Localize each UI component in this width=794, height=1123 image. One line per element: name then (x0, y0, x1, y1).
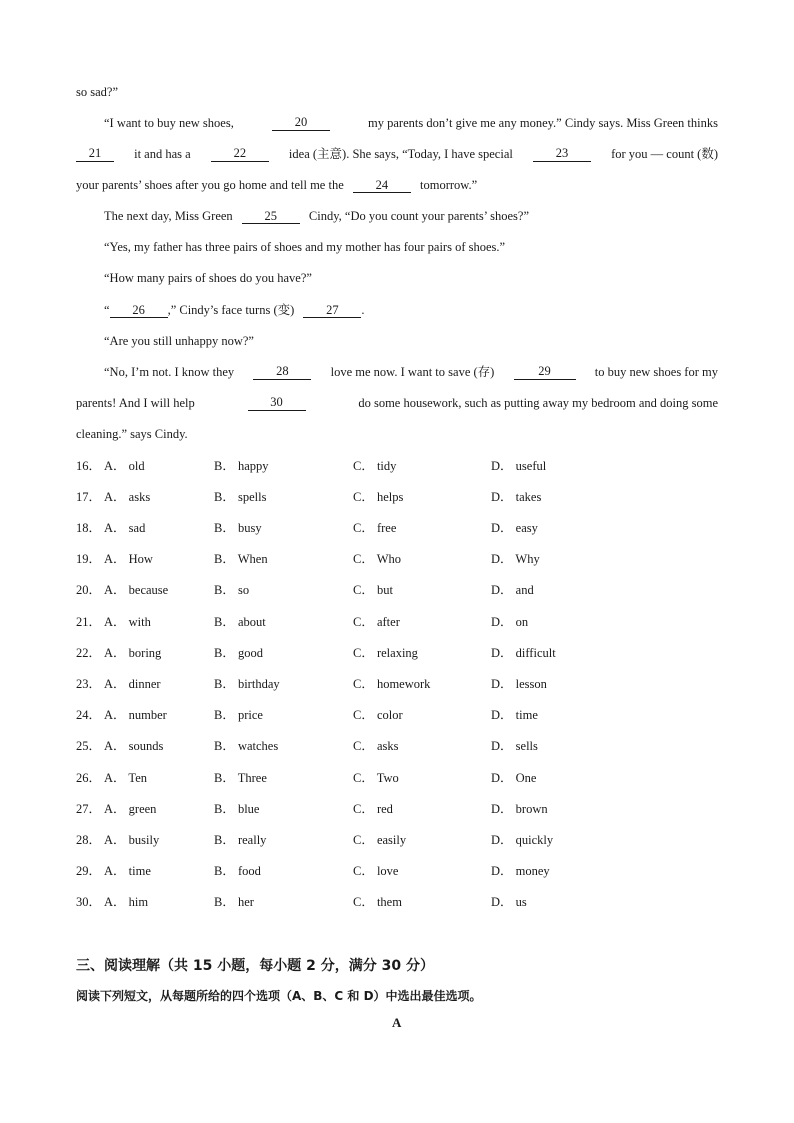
option-a: A． sounds (104, 739, 164, 753)
passage-line-9: “Are you still unhappy now?” (104, 334, 254, 348)
section-title: 三、阅读理解（共 15 小题，每小题 2 分，满分 30 分） (76, 958, 434, 974)
option-a: A． because (104, 583, 169, 597)
option-c: C． but (353, 583, 393, 597)
option-d: D． takes (491, 490, 542, 504)
blank-24: 24 (353, 178, 411, 193)
option-c: C． Who (353, 552, 402, 566)
option-c: C． asks (353, 739, 399, 753)
option-d: D． lesson (491, 677, 547, 691)
blank-21: 21 (76, 146, 114, 162)
option-d: D． money (491, 864, 550, 878)
option-c: C． relaxing (353, 646, 418, 660)
blank-25: 25 (242, 209, 300, 224)
option-d: D． quickly (491, 833, 554, 847)
blank-28: 28 (253, 364, 311, 380)
passage-line-1: so sad?” (76, 85, 118, 99)
option-a: A． old (104, 459, 145, 473)
option-b: B． When (214, 552, 268, 566)
passage-line-5: The next day, Miss Green 25 Cindy, “Do you count your parents’ shoes?” (104, 209, 530, 223)
blank-26: 26 (110, 303, 168, 318)
option-c: C． color (353, 708, 403, 722)
option-a: A． How (104, 552, 153, 566)
option-a: A． asks (104, 490, 151, 504)
option-b: B． about (214, 615, 266, 629)
blank-20: 20 (272, 115, 330, 131)
option-d: D． us (491, 895, 527, 909)
option-b: B． price (214, 708, 263, 722)
option-b: B． really (214, 833, 267, 847)
exam-page: so sad?” “I want to buy new shoes, 20 my parents don’t give me any money.” Cindy says. Miss Green thinks 21 it and has a 22 idea (主意). She says, “Today, I have special 23 for you — count (数) your parents’ shoes after you go home and tell me the 24 tomorrow.” The next day, Miss Green 25 Cindy, “Do you count your parents’ shoes?” “Yes, my father has three pairs of shoes and my mother has four pairs of shoes.” “How many pairs of shoes do you have?” “ 26 ,” Cindy’s face turns (变) 27 . “Are you still unhappy now?” “No, I’m not. I know they 28 love me now. I want to save (存) 29 to buy new shoes for my parents! And I will help 30 do some housework, such as putting away my bedroom and doing some cleaning.” says Cindy. 16． A． old B． happy C． tidy D． useful 17． A． asks B． spells C． helps D． takes 18． A． sad B． busy C． free D． easy 19． A． How B． When C． Who D． Why 20． A． because B． so C． but D． and 21． A． with B． about C． after D． on 22． A． boring B． good C． relaxing D． difficult 23． A． dinner B． birthday C． homework D． lesson 24． A． number B． price C． color D． time 25． A． sounds B． watches C． asks D． sells 26． A． Ten B． Three C． Two D． One 27． A． green B． blue C． red D． brown 28． A． busily B． really C． easily D． quickly 29． A． time B． food C． love D． money 30． A． him B． her C． them D． us 三、阅读理解（共 15 小题，每小题 2 分，满分 30 分） 阅读下列短文，从每题所给的四个选项（A、B、C 和 D）中选出最佳选项。 A (76, 85, 718, 1030)
passage-line-6: “Yes, my father has three pairs of shoes and my mother has four pairs of shoes.” (104, 240, 506, 254)
passage-line-11: parents! And I will help 30 do some housework, such as putting away my bedroom and doing some (76, 395, 718, 410)
passage-line-3: 21 it and has a 22 idea (主意). She says, “Today, I have special 23 for you — count (数) (76, 146, 718, 162)
option-a: A． him (104, 895, 149, 909)
option-b: B． happy (214, 459, 269, 473)
option-c: C． easily (353, 833, 407, 847)
option-d: D． easy (491, 521, 538, 535)
option-c: C． free (353, 521, 397, 535)
blank-27: 27 (303, 303, 361, 318)
option-d: D． time (491, 708, 538, 722)
passage-line-10: “No, I’m not. I know they 28 love me now. I want to save (存) 29 to buy new shoes for my (104, 364, 718, 379)
option-a: A． dinner (104, 677, 161, 691)
option-a: A． number (104, 708, 167, 722)
option-d: D． useful (491, 459, 547, 473)
passage-line-12: cleaning.” says Cindy. (76, 427, 188, 441)
option-c: C． homework (353, 677, 431, 691)
option-c: C． Two (353, 771, 399, 785)
option-b: B． busy (214, 521, 262, 535)
option-d: D． brown (491, 802, 548, 816)
option-b: B． blue (214, 802, 260, 816)
blank-23: 23 (533, 146, 591, 162)
passage-line-4: your parents’ shoes after you go home and tell me the 24 tomorrow.” (76, 178, 478, 192)
option-d: D． One (491, 771, 537, 785)
passage-line-7: “How many pairs of shoes do you have?” (104, 271, 312, 285)
option-a: A． busily (104, 833, 160, 847)
option-b: B． good (214, 646, 263, 660)
option-c: C． tidy (353, 459, 397, 473)
option-b: B． food (214, 864, 261, 878)
option-d: D． difficult (491, 646, 556, 660)
option-d: D． Why (491, 552, 540, 566)
passage-line-2: “I want to buy new shoes, 20 my parents don’t give me any money.” Cindy says. Miss Green thinks (104, 115, 718, 130)
option-c: C． helps (353, 490, 404, 504)
blank-22: 22 (211, 146, 269, 162)
option-c: C． love (353, 864, 399, 878)
option-b: B． spells (214, 490, 267, 504)
option-c: C． them (353, 895, 402, 909)
option-b: B． so (214, 583, 250, 597)
option-a: A． with (104, 615, 151, 629)
option-d: D． on (491, 615, 529, 629)
blank-29: 29 (514, 364, 576, 380)
option-a: A． green (104, 802, 157, 816)
option-a: A． Ten (104, 771, 147, 785)
option-b: B． her (214, 895, 254, 909)
option-b: B． watches (214, 739, 279, 753)
option-d: D． and (491, 583, 534, 597)
option-c: C． after (353, 615, 400, 629)
blank-30: 30 (248, 395, 306, 411)
option-a: A． boring (104, 646, 162, 660)
option-d: D． sells (491, 739, 538, 753)
option-b: B． Three (214, 771, 267, 785)
option-a: A． time (104, 864, 151, 878)
option-b: B． birthday (214, 677, 280, 691)
option-a: A． sad (104, 521, 146, 535)
section-instruction: 阅读下列短文，从每题所给的四个选项（A、B、C 和 D）中选出最佳选项。 (76, 989, 482, 1003)
passage-line-8: “ 26 ,” Cindy’s face turns (变) 27 . (104, 303, 365, 317)
passage-label: A (392, 1015, 402, 1030)
option-c: C． red (353, 802, 393, 816)
